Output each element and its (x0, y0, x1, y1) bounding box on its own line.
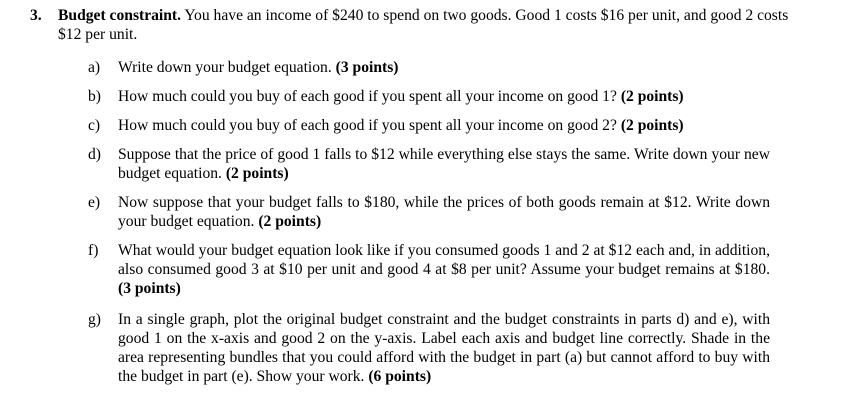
question-number: 3. (30, 7, 42, 24)
part-text: In a single graph, plot the original budget constraint and the budget constraints in parts d) and e), with good 1 on the x-axis and good 2 on the y-axis. Label each axis and budget line correctly. Shade in the area representing bundles that you could afford with the budget in part (a) but cannot afford to buy with the budget in part (e). Show your work. (118, 311, 770, 385)
question-intro-block (58, 6, 803, 44)
part-text: How much could you buy of each good if you spent all your income on good 2? (118, 117, 617, 134)
part-text: Write down your budget equation. (118, 59, 332, 76)
part-label: a) (88, 59, 101, 76)
part-points: (6 points) (368, 368, 432, 385)
part-points: (3 points) (118, 280, 181, 297)
question-intro: You have an income of $240 to spend on two goods. Good 1 costs $16 per unit, and good 2 costs $12 per unit. (58, 7, 789, 43)
question-title: Budget constraint. (58, 7, 182, 24)
part-text: Suppose that the price of good 1 falls to $12 while everything else stays the same. Write down your new budget equation. (118, 146, 770, 182)
part-label: g) (88, 311, 101, 328)
part-label: c) (88, 117, 101, 134)
part-text: What would your budget equation look like if you consumed goods 1 and 2 at $12 each and, in addition, also consumed good 3 at $10 per unit and good 4 at $8 per unit? Assume your budget remains at $180. (118, 242, 770, 278)
part-points: (2 points) (620, 88, 684, 105)
part-label: b) (88, 88, 101, 105)
part-label: f) (88, 242, 99, 259)
part-label: d) (88, 146, 101, 163)
part-points: (2 points) (225, 165, 289, 182)
part-points: (2 points) (258, 213, 322, 230)
part-points: (2 points) (620, 117, 684, 134)
part-text: Now suppose that your budget falls to $180, while the prices of both goods remain at $12. Write down your budget equation. (118, 194, 770, 230)
part-text: How much could you buy of each good if you spent all your income on good 1? (118, 88, 617, 105)
part-points: (3 points) (335, 59, 399, 76)
part-label: e) (88, 194, 101, 211)
